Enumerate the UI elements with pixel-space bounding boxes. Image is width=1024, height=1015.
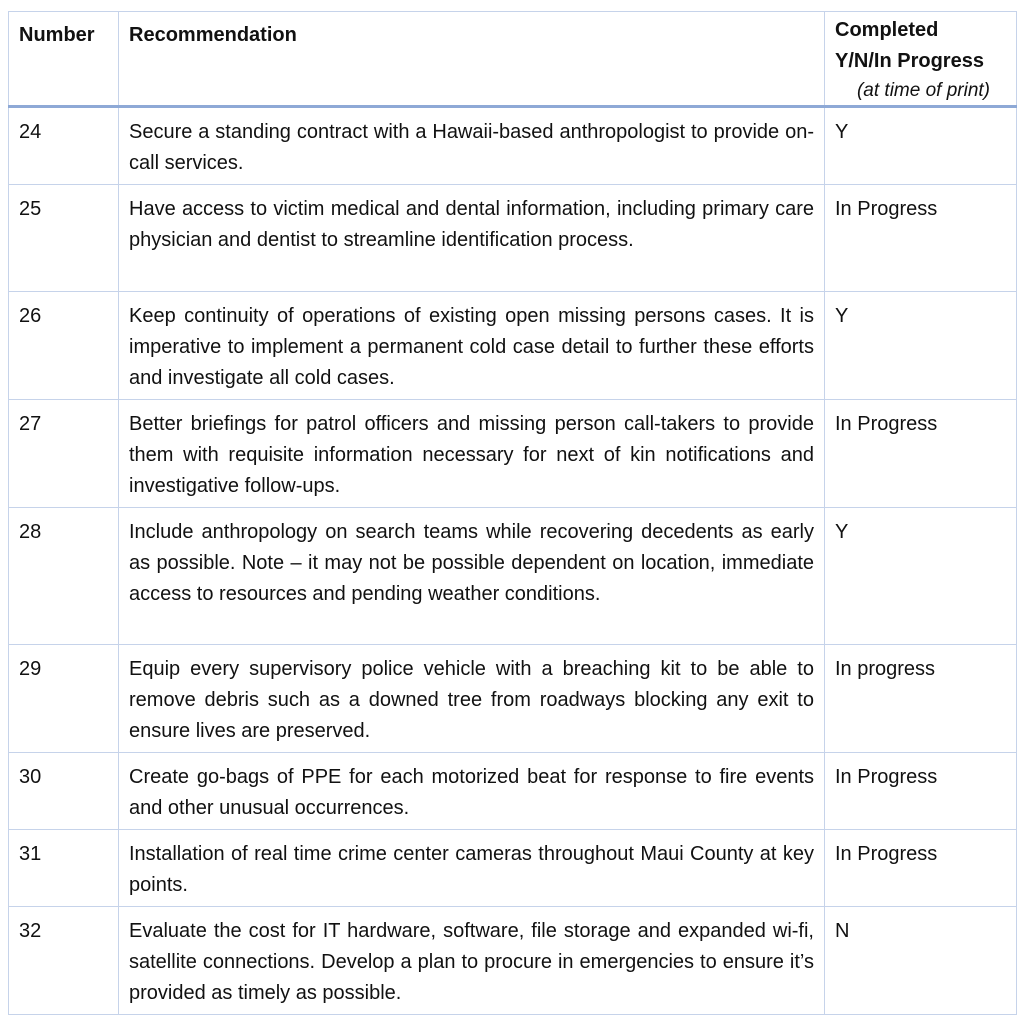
header-completed-line1: Completed [835, 19, 939, 41]
table-row [9, 185, 1017, 292]
row-recommendation: Keep continuity of operations of existing open missing persons cases. It is imperative to implement a permanent cold case detail to further these efforts and investigate all cold cases. [119, 292, 825, 400]
table-row [9, 508, 1017, 645]
table-row [9, 753, 1017, 830]
row-recommendation: Have access to victim medical and dental information, including primary care physician and dentist to streamline identification process. [119, 185, 825, 292]
row-recommendation: Better briefings for patrol officers and missing person call-takers to provide them with requisite information necessary for next of kin notifications and investigative follow-ups. [119, 400, 825, 508]
row-number: 25 [9, 185, 119, 292]
table-row [9, 907, 1017, 1015]
row-recommendation: Installation of real time crime center cameras throughout Maui County at key points. [119, 830, 825, 907]
row-status: N [825, 907, 1017, 1015]
row-number: 30 [9, 753, 119, 830]
recommendations-table [8, 11, 1017, 1015]
row-status: In Progress [825, 185, 1017, 292]
row-recommendation: Secure a standing contract with a Hawaii-based anthropologist to provide on-call services. [119, 107, 825, 185]
header-recommendation: Recommendation [119, 12, 825, 107]
row-status: In Progress [825, 400, 1017, 508]
row-number: 31 [9, 830, 119, 907]
table-row [9, 107, 1017, 185]
row-status: In Progress [825, 753, 1017, 830]
row-status: In progress [825, 645, 1017, 753]
header-completed [825, 12, 1017, 107]
row-status: In Progress [825, 830, 1017, 907]
header-row [9, 12, 1017, 107]
header-number: Number [9, 12, 119, 107]
row-recommendation: Create go-bags of PPE for each motorized beat for response to fire events and other unusual occurrences. [119, 753, 825, 830]
row-number: 29 [9, 645, 119, 753]
row-recommendation: Include anthropology on search teams while recovering decedents as early as possible. Note – it may not be possible dependent on location, immediate access to resources and pending weather conditions. [119, 508, 825, 645]
row-recommendation: Evaluate the cost for IT hardware, software, file storage and expanded wi-fi, satellite connections. Develop a plan to procure in emergencies to ensure it’s provided as timely as possible. [119, 907, 825, 1015]
row-status: Y [825, 107, 1017, 185]
row-recommendation: Equip every supervisory police vehicle with a breaching kit to be able to remove debris such as a downed tree from roadways blocking any exit to ensure lives are preserved. [119, 645, 825, 753]
row-number: 32 [9, 907, 119, 1015]
table-row [9, 292, 1017, 400]
header-completed-line2: Y/N/In Progress [835, 50, 984, 72]
table-row [9, 400, 1017, 508]
row-status: Y [825, 292, 1017, 400]
header-completed-note: (at time of print) [856, 80, 991, 101]
row-number: 27 [9, 400, 119, 508]
table-row [9, 830, 1017, 907]
table-row [9, 645, 1017, 753]
row-status: Y [825, 508, 1017, 645]
row-number: 26 [9, 292, 119, 400]
row-number: 24 [9, 107, 119, 185]
row-number: 28 [9, 508, 119, 645]
